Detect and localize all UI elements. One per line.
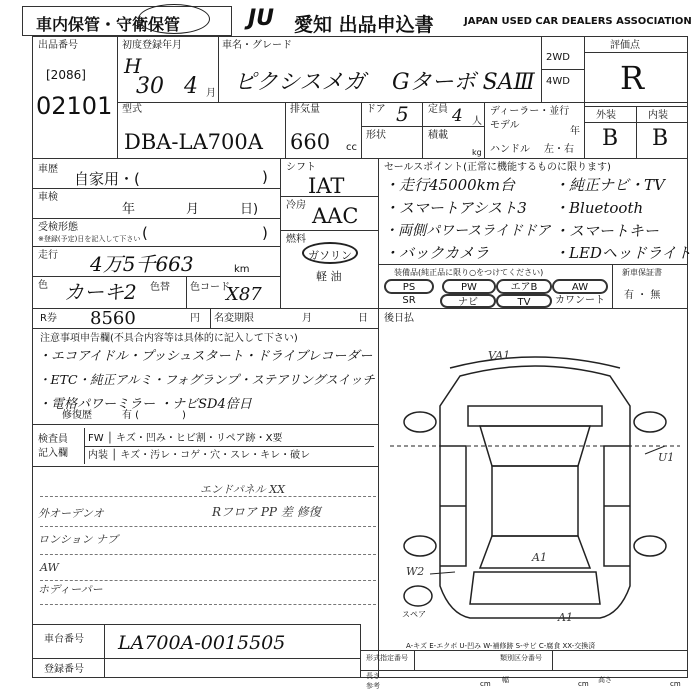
first-reg-label: 初度登録年月 bbox=[122, 40, 182, 51]
car-body-outline bbox=[440, 366, 630, 618]
selling-point-8: ・LEDヘッドライト bbox=[554, 244, 692, 262]
color-label: 色 bbox=[38, 280, 48, 291]
ext-score: B bbox=[602, 126, 619, 151]
color-value: カーキ2 bbox=[64, 280, 137, 304]
fuel-label: 燃料 bbox=[286, 234, 306, 245]
equip-pw: PW bbox=[442, 279, 496, 294]
spare-tire bbox=[404, 586, 432, 606]
repair-close: ) bbox=[182, 410, 186, 421]
fuel-circle bbox=[302, 242, 358, 264]
brand-title: 愛知 出品申込書 bbox=[294, 14, 434, 36]
height-cm: cm bbox=[670, 680, 681, 688]
color-change-label: 色替 bbox=[150, 282, 170, 293]
accept-label: 受検形態 bbox=[38, 222, 78, 233]
cargo-label: 積載 bbox=[428, 130, 448, 141]
dealer-label: ディーラー・並行 bbox=[490, 106, 570, 117]
shift-label: シフト bbox=[286, 162, 316, 173]
drive-4wd: 4WD bbox=[546, 76, 570, 87]
inspector-label-2: 記入欄 bbox=[38, 448, 68, 459]
mileage-label: 走行 bbox=[38, 250, 58, 261]
inspector-fw-row: FW │ キズ・凹み・ヒビ割・リペア跡・X要 bbox=[88, 433, 283, 444]
recycle-label: R券 bbox=[40, 313, 57, 324]
ac-label: 冷房 bbox=[286, 200, 306, 211]
shift-value: IAT bbox=[308, 174, 345, 198]
inspector-note-2: Rフロア PP 差 修復 bbox=[212, 505, 321, 519]
form-label: 形式指定番号 bbox=[366, 654, 408, 662]
width-cm: cm bbox=[578, 680, 589, 688]
width-label: 幅 bbox=[502, 676, 509, 684]
inspector-int-row: 内装 │ キズ・汚レ・コゲ・穴・スレ・キレ・破レ bbox=[88, 450, 311, 461]
reg-month: 4 bbox=[184, 74, 198, 99]
seats: 4 bbox=[452, 106, 463, 126]
note-line-3: ・電格パワーミラー ・ナビSD4倍日 bbox=[38, 397, 252, 412]
history-label: 車歴 bbox=[38, 164, 58, 175]
equip-tv: TV bbox=[496, 294, 552, 308]
car-diagram bbox=[390, 346, 680, 636]
history-value: 自家用・( bbox=[74, 170, 140, 188]
accept-close: ) bbox=[262, 224, 268, 242]
model-label: 型式 bbox=[122, 104, 142, 115]
storage-label: 車内保管・守衛保管 bbox=[36, 15, 181, 34]
selling-label: セールスポイント(正常に機能するものに限ります) bbox=[384, 162, 611, 173]
selling-point-4: ・バックカメラ bbox=[384, 244, 490, 262]
color-code: X87 bbox=[226, 284, 262, 305]
displacement: 660 bbox=[290, 130, 331, 154]
recycle-value: 8560 bbox=[90, 308, 136, 329]
wheel-front-right bbox=[634, 412, 666, 432]
model-year-label: モデル bbox=[490, 120, 520, 131]
storage-circle bbox=[138, 4, 210, 34]
era: H bbox=[124, 54, 142, 78]
accept-paren: ( bbox=[142, 224, 148, 242]
selling-point-1: ・走行45000km台 bbox=[384, 176, 516, 194]
model-year-unit: 年 bbox=[570, 126, 580, 137]
damage-legend: A-キズ E-エクボ U-凹み W-補修跡 S-サビ C-腐食 XX-交換済 bbox=[406, 642, 596, 650]
reg-year: 30 bbox=[136, 74, 164, 99]
height-label: 高さ bbox=[598, 676, 612, 684]
rating-value: R bbox=[620, 59, 645, 97]
inspector-note-6: ホディーパー bbox=[38, 583, 103, 596]
mileage-value: 4万5千663 bbox=[90, 252, 194, 276]
association-name: JAPAN USED CAR DEALERS ASSOCIATION bbox=[464, 16, 692, 27]
notes-label: 注意事項申告欄(不具合内容等は具体的に記入して下さい) bbox=[40, 333, 298, 344]
inspection-year: 年 bbox=[122, 202, 136, 217]
class-label: 類別区分番号 bbox=[500, 654, 542, 662]
equip-sr: SR bbox=[402, 295, 416, 306]
selling-point-3: ・両側パワースライドドア bbox=[384, 223, 551, 239]
mileage-unit: km bbox=[234, 264, 250, 275]
handle-value: 左・右 bbox=[544, 144, 574, 155]
inspector-note-3: 外オーデンオ bbox=[38, 507, 104, 520]
drive-2wd: 2WD bbox=[546, 52, 570, 63]
exp-label: 名変期限 bbox=[214, 313, 254, 324]
history-close: ) bbox=[262, 168, 268, 186]
equip-airbag: エアB bbox=[496, 279, 552, 294]
doors: 5 bbox=[396, 102, 409, 126]
wheel-front-left bbox=[404, 412, 436, 432]
note-line-1: ・エコアイドル・プッシュスタート・ドライブレコーダー bbox=[38, 349, 373, 364]
selling-point-6: ・Bluetooth bbox=[554, 199, 644, 217]
inspection-label: 車検 bbox=[38, 192, 58, 203]
handle-label: ハンドル bbox=[490, 144, 530, 155]
exp-month: 月 bbox=[302, 313, 312, 324]
chassis-label: 車台番号 bbox=[44, 634, 84, 645]
repair-value: 有 ( bbox=[122, 410, 140, 421]
ext-label: 外装 bbox=[596, 110, 616, 121]
fuel-gasoline: ガソリン bbox=[308, 249, 352, 262]
color-code-label: 色コード bbox=[190, 282, 230, 293]
cargo-unit: kg bbox=[472, 148, 482, 157]
warranty-label: 新車保証書 bbox=[622, 268, 662, 277]
damage-mark-u1: U1 bbox=[658, 451, 675, 464]
wheel-rear-left bbox=[404, 536, 436, 556]
car-name: ピクシスメガ bbox=[234, 70, 366, 95]
displacement-label: 排気量 bbox=[290, 104, 320, 115]
warranty-value: 有 ・ 無 bbox=[624, 290, 661, 301]
name-label: 車名・グレード bbox=[222, 40, 292, 51]
note-line-2: ・ETC・純正アルミ・フォグランプ・ステアリングスイッチ bbox=[38, 372, 375, 387]
equip-ps: PS bbox=[384, 279, 434, 294]
int-label: 内装 bbox=[648, 110, 668, 121]
damage-mark-w2: W2 bbox=[406, 565, 425, 578]
chassis-number: LA700A-0015505 bbox=[118, 632, 286, 654]
later-pay-label: 後日払 bbox=[384, 313, 414, 324]
length-label: 長さ bbox=[366, 672, 380, 680]
accept-note: ※登録(予定)日を記入して下さい bbox=[38, 235, 141, 243]
equip-other: カワンート bbox=[555, 295, 605, 306]
inspector-note-5: AW bbox=[40, 561, 59, 574]
car-grade: Gターボ SAⅢ bbox=[392, 70, 535, 95]
ac-value: AAC bbox=[312, 204, 359, 228]
selling-point-5: ・純正ナビ・TV bbox=[554, 176, 665, 194]
seats-label: 定員 bbox=[428, 104, 448, 115]
wheel-rear-right bbox=[634, 536, 666, 556]
fuel-diesel: 軽 油 bbox=[316, 270, 342, 283]
seats-unit: 人 bbox=[472, 116, 482, 127]
equipment-label: 装備品(純正品に限り○をつけてください) bbox=[394, 268, 544, 277]
damage-mark-va1: VA1 bbox=[488, 349, 511, 362]
registration-label: 登録番号 bbox=[44, 664, 84, 675]
inspection-month: 月 bbox=[186, 202, 200, 217]
repair-label: 修復歴 bbox=[62, 410, 92, 421]
inspector-label: 検査員 bbox=[38, 434, 68, 445]
ref-label: 参考 bbox=[366, 682, 380, 690]
car-rear-hatch bbox=[470, 572, 600, 604]
equip-navi: ナビ bbox=[440, 294, 496, 308]
spare-label: スペア bbox=[402, 610, 426, 619]
car-roof bbox=[492, 466, 578, 536]
inspection-day: 日) bbox=[240, 202, 259, 217]
lot-small: [2086] bbox=[46, 68, 86, 82]
selling-point-7: ・スマートキー bbox=[554, 222, 659, 240]
length-cm: cm bbox=[480, 680, 491, 688]
lot-label: 出品番号 bbox=[38, 40, 78, 51]
exp-day: 日 bbox=[358, 313, 368, 324]
lot-number: 02101 bbox=[36, 92, 113, 120]
inspector-note-1: エンドパネル XX bbox=[200, 483, 285, 496]
shape-label: 形状 bbox=[366, 130, 386, 141]
equip-aw: AW bbox=[552, 279, 608, 294]
selling-point-2: ・スマートアシスト3 bbox=[384, 199, 527, 217]
ju-logo: JU bbox=[248, 6, 275, 31]
recycle-unit: 円 bbox=[190, 313, 200, 324]
damage-mark-a1-rear: A1 bbox=[558, 611, 573, 624]
doors-label: ドア bbox=[366, 104, 386, 115]
int-score: B bbox=[652, 126, 669, 151]
reg-month-unit: 月 bbox=[206, 88, 216, 99]
rating-label: 評価点 bbox=[610, 40, 640, 51]
model-code: DBA-LA700A bbox=[124, 130, 263, 154]
inspector-note-4: ロンション ナブ bbox=[38, 533, 119, 546]
car-hood bbox=[468, 406, 602, 426]
displacement-unit: cc bbox=[346, 142, 357, 153]
damage-mark-a1-roof: A1 bbox=[532, 551, 547, 564]
